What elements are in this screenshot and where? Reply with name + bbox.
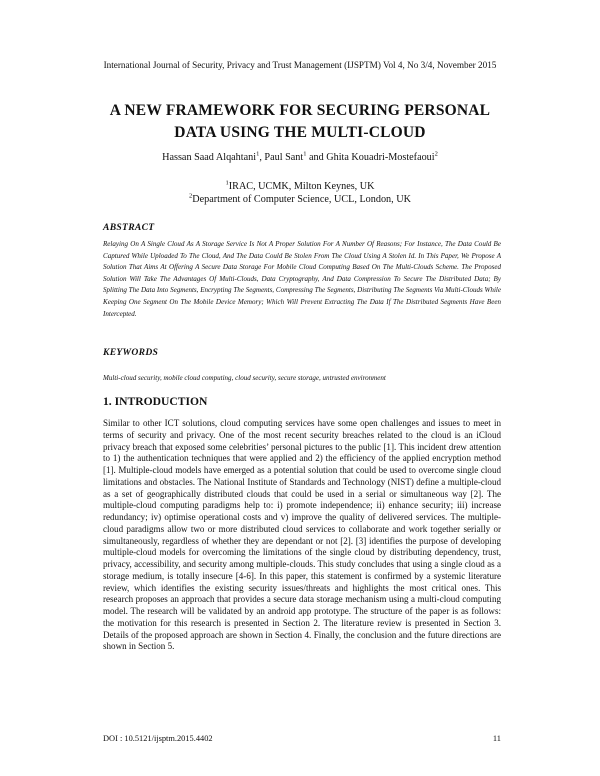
- affiliation-line: [60, 180, 540, 193]
- author-separator: ,: [259, 152, 265, 163]
- abstract-body: Relaying On A Single Cloud As A Storage Service Is Not A Proper Solution For A Number Of Reasons; For Instance, The Data Could Be Captured While Uploaded To The Cloud, And The Data Could Be Stolen From The Cloud Using A Stolen Id. In This Paper, We Propose A Solution That Aims At Offering A Secure Data Storage For Mobile Cloud Computing Based On The Multi-Clouds Scheme. The Proposed Solution Will Take The Advantages Of Multi-Clouds, Data Cryptography, And Data Compression To Secure The Distributed Data; By Splitting The Data Into Segments, Encrypting The Segments, Compressing The Segments, Distributing The Segments Via Multi-Clouds While Keeping One Segment On The Mobile Device Memory; Which Will Prevent Extracting The Data If The Distributed Segments Have Been Intercepted.: [103, 240, 501, 318]
- author-separator: and: [306, 152, 327, 163]
- author-affiliation-mark: 1: [303, 150, 307, 158]
- author-affiliation-mark: 2: [434, 150, 438, 158]
- author-affiliation-mark: 1: [256, 150, 260, 158]
- author-list: [60, 151, 540, 165]
- abstract-heading: ABSTRACT: [103, 222, 155, 233]
- author-name: Ghita Kouadri-Mostefaoui: [326, 152, 435, 163]
- paper-title: [60, 100, 540, 144]
- affiliation-mark: 2: [189, 192, 193, 200]
- affiliation-list: [60, 180, 540, 206]
- affiliation-text: Department of Computer Science, UCL, London, UK: [192, 194, 411, 205]
- author-name: Paul Sant: [264, 152, 304, 163]
- introduction-body: Similar to other ICT solutions, cloud computing services have some open challenges and issues to meet in terms of security and privacy. One of the most recent security breaches related to the cloud is an iCloud privacy breach that exposed some celebrities’ personal pictures to the public [1]. This incident drew attention to 1) the authentication techniques that were applied and 2) the efficiency of the applied encryption method [1]. Multiple-cloud models have emerged as a potential solution that could be used to overcome single cloud limitations and obstacles. The National Institute of Standards and Technology (NIST) define a multiple-cloud as a set of geographically distributed clouds that could be used in a serial or simultaneous way [2]. The multiple-cloud computing paradigms help to: i) promote independence; ii) enhance security; iii) increase redundancy; iv) optimise operational costs and v) improve the quality of delivered services. The multiple-cloud paradigms allow two or more distributed cloud services to collaborate and work together serially or simultaneously, regardless of whether they are dependant or not [2]. [3] identifies the purpose of developing multiple-cloud models for overcoming the limitations of the single cloud by distributing dependency, trust, privacy, accessibility, and security among multiple-clouds. This study concludes that using a single cloud as a storage medium, is totally insecure [4-6]. In this paper, this statement is confirmed by a systemic literature review, which identifies the existing security issues/threats and highlights the most critical ones. This research proposes an approach that provides a secure data storage mechanism using a multi-cloud computing model. The research will be validated by an android app prototype. The structure of the paper is as follows: the motivation for this research is presented in Section 2. The literature review is presented in Section 3. Details of the proposed approach are shown in Section 4. Finally, the conclusion and the future directions are shown in Section 5.: [103, 418, 501, 652]
- doi-footer: DOI : 10.5121/ijsptm.2015.4402: [103, 734, 213, 743]
- introduction-heading: 1. INTRODUCTION: [103, 395, 208, 408]
- author-name: Hassan Saad Alqahtani: [162, 152, 257, 163]
- keywords-body: Multi-cloud security, mobile cloud computing, cloud security, secure storage, untrusted environment: [103, 374, 386, 382]
- affiliation-line: [60, 193, 540, 206]
- title-line-2: DATA USING THE MULTI-CLOUD: [174, 124, 426, 141]
- title-line-1: A NEW FRAMEWORK FOR SECURING PERSONAL: [109, 102, 491, 119]
- journal-header: International Journal of Security, Privacy and Trust Management (IJSPTM) Vol 4, No 3/4, November 2015: [103, 60, 497, 70]
- affiliation-text: IRAC, UCMK, Milton Keynes, UK: [228, 181, 375, 192]
- affiliation-mark: 1: [225, 179, 229, 187]
- keywords-heading: KEYWORDS: [103, 347, 159, 358]
- page-number: 11: [492, 734, 501, 743]
